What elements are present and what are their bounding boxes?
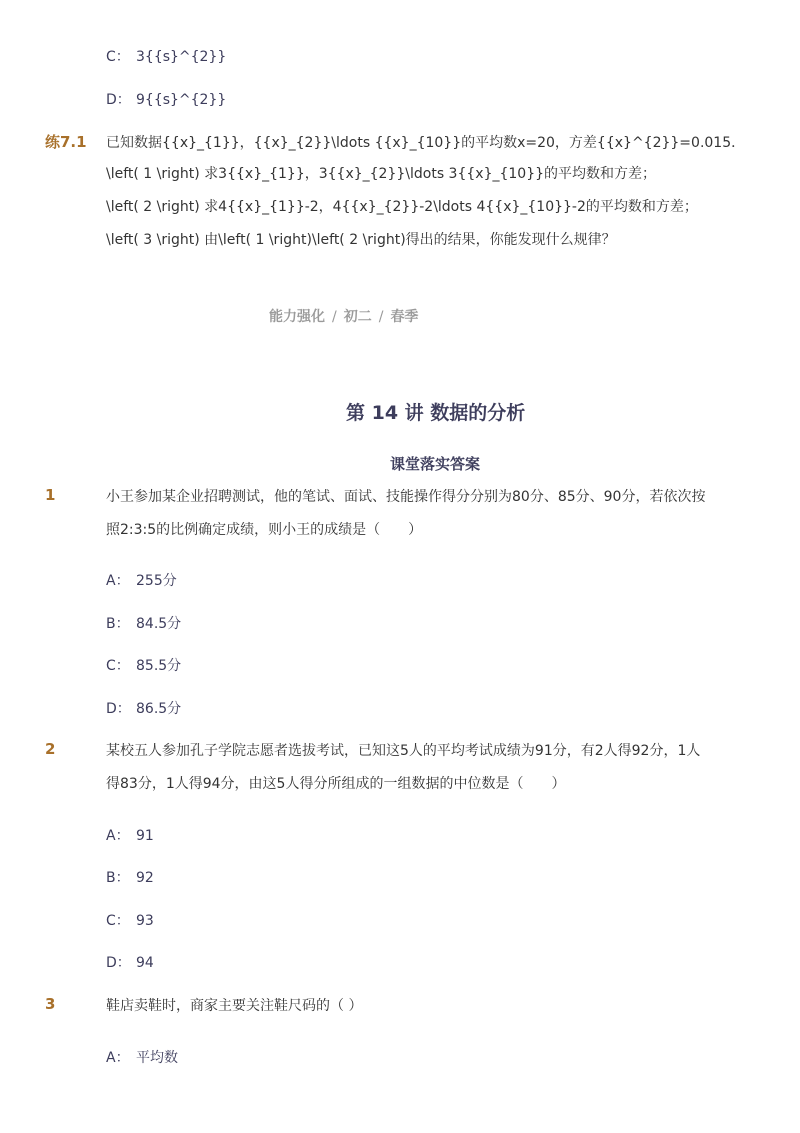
option-c (106, 910, 154, 930)
option-text: 92 (136, 870, 154, 886)
breadcrumb-item: 能力强化 (269, 309, 325, 325)
question-text-line: 某校五人参加孔子学院志愿者选拔考试，已知这5人的平均考试成绩为91分，有2人得92分，1人 (106, 743, 701, 759)
option-letter: C： (106, 913, 130, 929)
option-c (106, 46, 226, 66)
option-letter: D： (106, 92, 131, 108)
option-d (106, 89, 226, 109)
option-text: 94 (136, 955, 154, 971)
option-text: 255分 (136, 573, 177, 589)
option-letter: A： (106, 1050, 130, 1066)
option-c (106, 655, 181, 675)
question-text-line: 得83分，1人得94分，由这5人得分所组成的一组数据的中位数是（ ） (106, 776, 566, 792)
option-d (106, 952, 154, 972)
question-text-line: 照2:3:5的比例确定成绩，则小王的成绩是（ ） (106, 522, 423, 538)
question-number: 3 (45, 995, 56, 1013)
option-text: 84.5分 (136, 616, 182, 632)
exercise-label: 练7.1 (45, 133, 87, 151)
option-text: 86.5分 (136, 701, 182, 717)
option-letter: B： (106, 616, 130, 632)
option-letter: B： (106, 870, 130, 886)
breadcrumb-separator: / (332, 309, 337, 325)
exercise-line-3: \left( 2 \right) 求4{{x}_{1}}-2，4{{x}_{2}}-2\ldots 4{{x}_{10}}-2的平均数和方差； (106, 199, 698, 215)
exercise-line-2: \left( 1 \right) 求3{{x}_{1}}，3{{x}_{2}}\ldots 3{{x}_{10}}的平均数和方差； (106, 166, 657, 182)
breadcrumb (269, 306, 418, 326)
section-title: 课堂落实答案 (390, 455, 481, 473)
exercise-line-4: \left( 3 \right) 由\left( 1 \right)\left( 2 \right)得出的结果，你能发现什么规律？ (106, 232, 616, 248)
option-letter: C： (106, 658, 130, 674)
option-text: 平均数 (136, 1050, 178, 1066)
option-letter: D： (106, 955, 131, 971)
option-b (106, 613, 181, 633)
option-text: 85.5分 (136, 658, 182, 674)
lecture-title: 第 14 讲 数据的分析 (346, 402, 526, 424)
option-text: 91 (136, 828, 154, 844)
option-text: 3{{s}^{2}} (136, 49, 227, 65)
breadcrumb-separator: / (378, 309, 384, 325)
breadcrumb-item: 春季 (390, 309, 419, 325)
option-letter: D： (106, 701, 131, 717)
option-a (106, 1047, 178, 1067)
option-letter: A： (106, 573, 130, 589)
option-a (106, 570, 177, 590)
option-d (106, 698, 181, 718)
option-b (106, 867, 154, 887)
question-text-line: 鞋店卖鞋时，商家主要关注鞋尺码的（ ） (106, 998, 363, 1014)
option-letter: C： (106, 49, 130, 65)
breadcrumb-item: 初二 (343, 309, 372, 325)
option-text: 93 (136, 913, 154, 929)
option-letter: A： (106, 828, 130, 844)
option-text: 9{{s}^{2}} (136, 92, 227, 108)
question-number: 1 (45, 486, 56, 504)
exercise-line-1: 已知数据{{x}_{1}}，{{x}_{2}}\ldots {{x}_{10}}的平均数x=20，方差{{x}^{2}}=0.015． (106, 135, 746, 151)
question-text-line: 小王参加某企业招聘测试，他的笔试、面试、技能操作得分分别为80分、85分、90分，若依次按 (106, 489, 706, 505)
option-a (106, 825, 154, 845)
question-number: 2 (45, 740, 56, 758)
